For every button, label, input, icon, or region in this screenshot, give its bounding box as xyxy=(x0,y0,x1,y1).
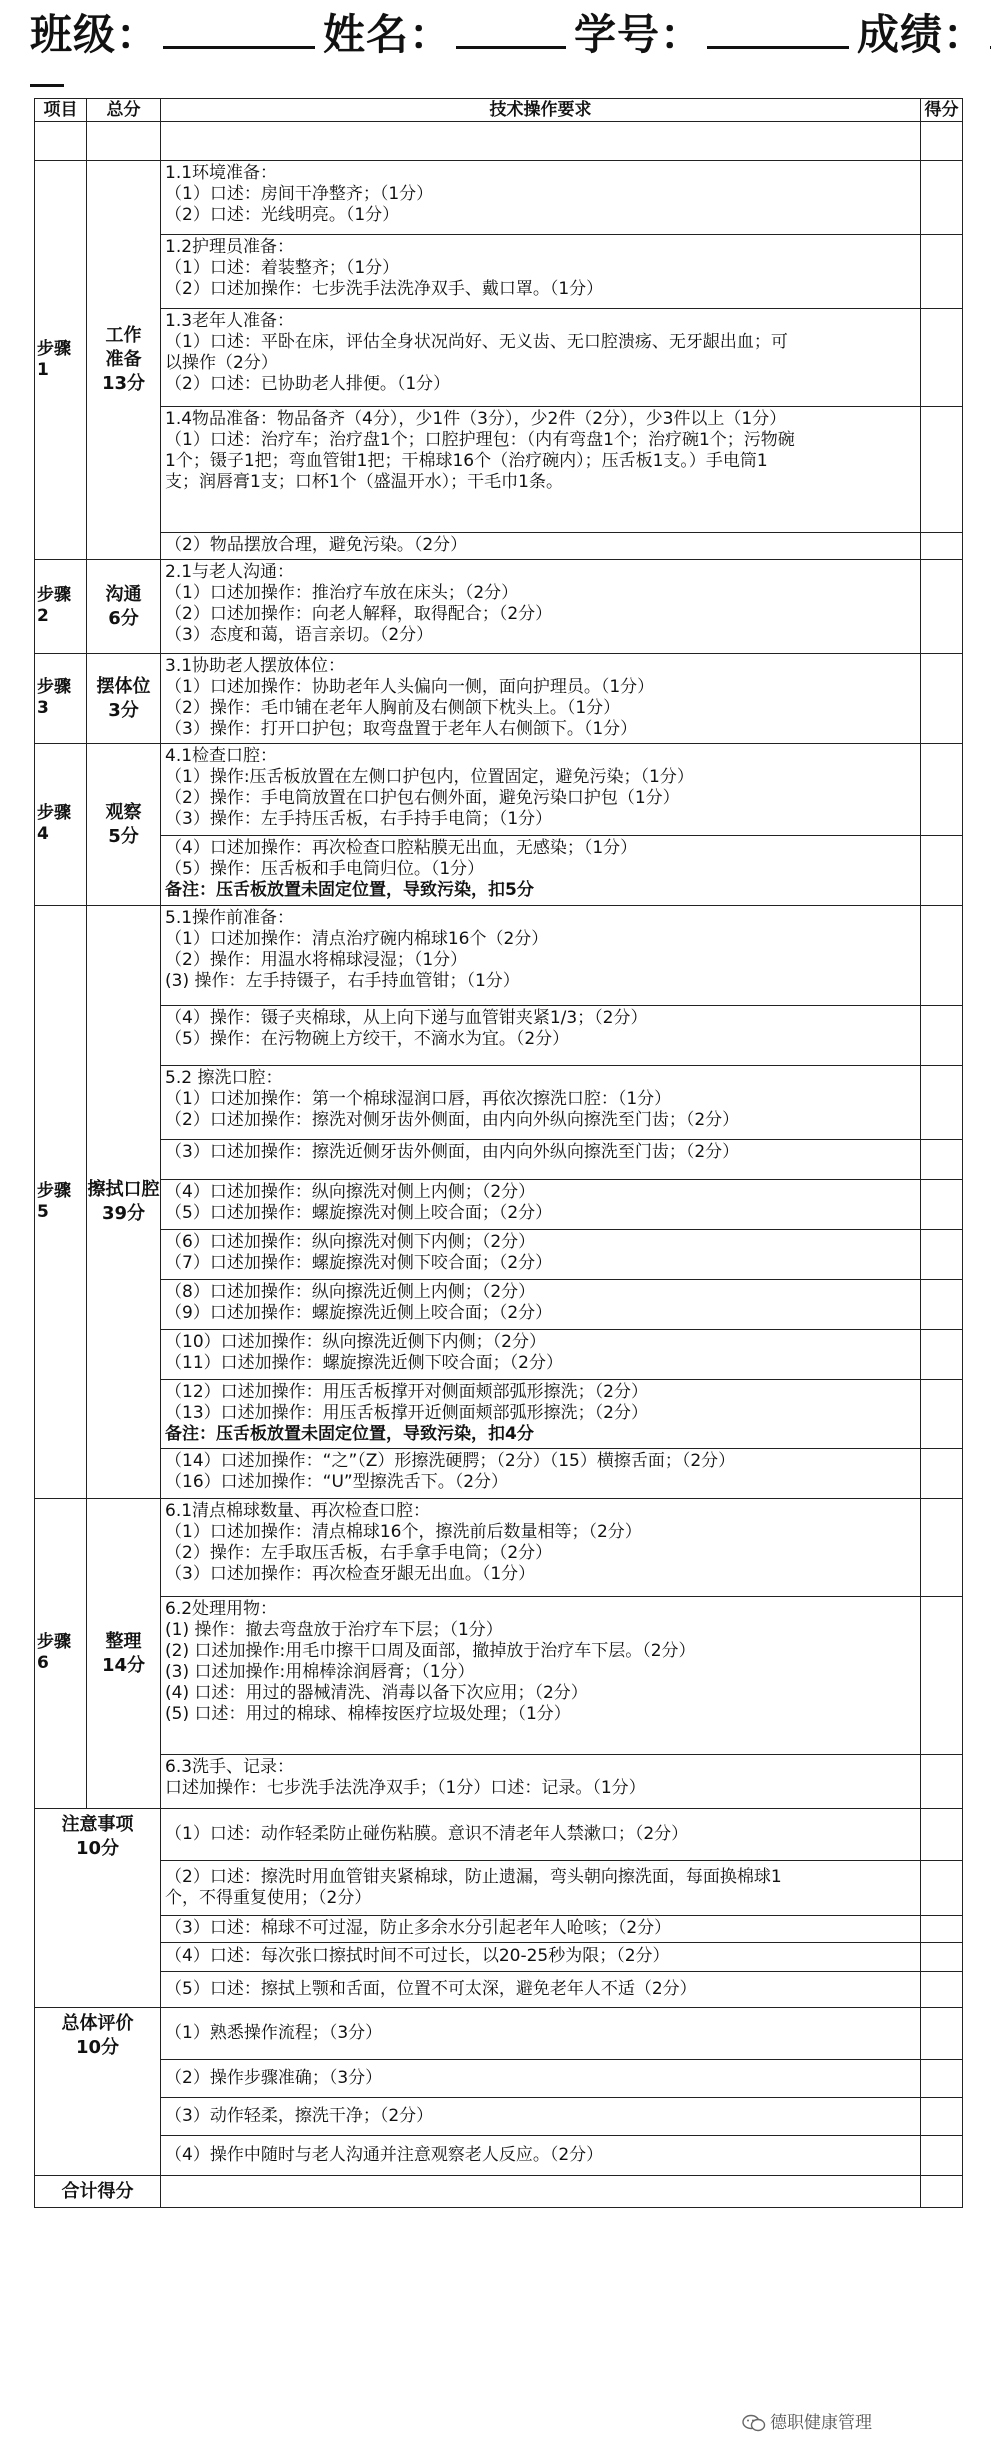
requirement-line: (3) 操作：左手持镊子，右手持血管钳；（1分） xyxy=(165,971,520,991)
table-row xyxy=(35,1755,963,1809)
requirement-line: 2.1与老人沟通： xyxy=(165,562,295,582)
label-line: 5分 xyxy=(108,825,139,847)
total-label: 合计得分 xyxy=(35,2176,161,2208)
requirement-line: 支；润唇膏1支；口杯1个（盛温开水）；干毛巾1条。 xyxy=(165,472,563,492)
requirement-line: （3）动作轻柔，擦洗干净；（2分） xyxy=(165,2105,434,2126)
requirement-line: （2）物品摆放合理，避免污染。（2分） xyxy=(165,535,468,555)
label-line: 摆体位 xyxy=(96,675,151,697)
label-line: 准备 xyxy=(105,349,142,370)
requirement-line: （2）操作：左手取压舌板，右手拿手电筒；（2分） xyxy=(165,1543,553,1563)
step-total xyxy=(87,161,161,560)
requirement-line: （2）口述加操作：擦洗对侧牙齿外侧面，由内向外纵向擦洗至门齿；（2分） xyxy=(165,1110,740,1130)
score-cell[interactable] xyxy=(921,533,963,560)
requirement-line: （14）口述加操作：“之”（Z）形擦洗硬腭；（2分）（15）横擦舌面；（2分） xyxy=(165,1451,736,1471)
requirement-line: 备注：压舌板放置未固定位置，导致污染，扣5分 xyxy=(165,880,534,900)
form-header xyxy=(0,0,991,98)
table-row xyxy=(35,161,963,235)
requirement-line: 1.2护理员准备： xyxy=(165,237,295,257)
table-row xyxy=(35,744,963,836)
requirement-line: (1) 操作：撤去弯盘放于治疗车下层；（1分） xyxy=(165,1620,503,1640)
label-line: 整理 xyxy=(105,1630,142,1652)
requirement-cell xyxy=(161,1943,921,1972)
score-cell[interactable] xyxy=(921,1330,963,1380)
requirement-line: （2）口述加操作：向老人解释，取得配合；（2分） xyxy=(165,604,553,624)
requirement-line: 备注：压舌板放置未固定位置，导致污染，扣4分 xyxy=(165,1424,534,1444)
table-row xyxy=(35,1180,963,1230)
requirement-cell xyxy=(161,2098,921,2136)
watermark-text: 德职健康管理 xyxy=(770,2413,872,2433)
step-label: 步骤3 xyxy=(35,654,87,744)
requirement-cell xyxy=(161,1449,921,1499)
table-row xyxy=(35,309,963,407)
requirement-line: （3）操作：左手持压舌板，右手持手电筒；（1分） xyxy=(165,809,553,829)
table-row xyxy=(35,2136,963,2176)
table-row xyxy=(35,1597,963,1755)
total-blank-cell xyxy=(161,2176,921,2208)
requirement-line: （12）口述加操作：用压舌板撑开对侧面颊部弧形擦洗；（2分） xyxy=(165,1382,648,1402)
table-row xyxy=(35,560,963,654)
table-row xyxy=(35,906,963,1006)
table-row xyxy=(35,1972,963,2008)
requirement-line: （3）口述加操作：再次检查牙龈无出血。（1分） xyxy=(165,1564,536,1584)
requirement-line: （4）操作：镊子夹棉球，从上向下递与血管钳夹紧1/3；（2分） xyxy=(165,1008,648,1028)
table-row xyxy=(35,1066,963,1140)
requirement-line: （3）口述加操作：擦洗近侧牙齿外侧面，由内向外纵向擦洗至门齿；（2分） xyxy=(165,1142,740,1162)
requirement-line: （2）操作：用温水将棉球浸湿；（1分） xyxy=(165,950,468,970)
table-row xyxy=(35,1809,963,1861)
score-cell[interactable] xyxy=(921,309,963,407)
table-row xyxy=(35,1140,963,1180)
score-cell[interactable] xyxy=(921,1809,963,1861)
score-cell[interactable] xyxy=(921,1499,963,1597)
wechat-icon xyxy=(742,2414,766,2432)
requirement-line: （10）口述加操作：纵向擦洗近侧下内侧；（2分） xyxy=(165,1332,546,1352)
requirement-line: （3）态度和蔼，语言亲切。（2分） xyxy=(165,625,434,645)
table-row xyxy=(35,407,963,533)
requirement-cell xyxy=(161,309,921,407)
requirement-cell xyxy=(161,1280,921,1330)
requirement-line: （5）口述：擦拭上颚和舌面，位置不可太深，避免老年人不适（2分） xyxy=(165,1978,697,1999)
step-total xyxy=(87,906,161,1499)
requirement-line: （3）操作：打开口护包；取弯盘置于老年人右侧颌下。（1分） xyxy=(165,719,638,739)
requirement-line: （2）操作：手电筒放置在口护包右侧外面，避免污染口护包（1分） xyxy=(165,788,680,808)
table-row xyxy=(35,1230,963,1280)
blank-cell xyxy=(35,122,87,161)
requirement-line: （13）口述加操作：用压舌板撑开近侧面颊部弧形擦洗；（2分） xyxy=(165,1403,648,1423)
requirement-line: （4）操作中随时与老人沟通并注意观察老人反应。（2分） xyxy=(165,2144,604,2165)
requirement-line: 5.2 擦洗口腔： xyxy=(165,1068,283,1088)
table-row xyxy=(35,2098,963,2136)
requirement-line: (3) 口述加操作:用棉棒涂润唇膏；（1分） xyxy=(165,1662,475,1682)
requirement-line: 6.3洗手、记录： xyxy=(165,1757,295,1777)
table-row xyxy=(35,1280,963,1330)
requirement-line: (5) 口述：用过的棉球、棉棒按医疗垃圾处理；（1分） xyxy=(165,1704,571,1724)
score-cell[interactable] xyxy=(921,1066,963,1140)
score-cell[interactable] xyxy=(921,1972,963,2008)
requirement-line: （1）口述加操作：推治疗车放在床头；（2分） xyxy=(165,583,519,603)
header-fields xyxy=(30,2,991,62)
table-row xyxy=(35,2008,963,2060)
requirement-cell xyxy=(161,407,921,533)
table-row xyxy=(35,1330,963,1380)
label-line: 工作 xyxy=(105,325,142,346)
requirement-line: （3）口述：棉球不可过湿，防止多余水分引起老年人呛咳；（2分） xyxy=(165,1918,672,1938)
table-header-row xyxy=(35,99,963,122)
requirement-line: (2) 口述加操作:用毛巾擦干口周及面部，撤掉放于治疗车下层。（2分） xyxy=(165,1641,696,1661)
table-row xyxy=(35,1380,963,1449)
requirement-line: （4）口述加操作：再次检查口腔粘膜无出血，无感染；（1分） xyxy=(165,838,638,858)
requirement-line: 1个；镊子1把；弯血管钳1把；干棉球16个（治疗碗内）；压舌板1支。）手电筒1 xyxy=(165,451,768,471)
score-cell[interactable] xyxy=(921,161,963,235)
requirement-line: （16）口述加操作：“U”型擦洗舌下。（2分） xyxy=(165,1472,509,1492)
requirement-line: （5）口述加操作：螺旋擦洗对侧上咬合面；（2分） xyxy=(165,1203,553,1223)
step-total xyxy=(87,654,161,744)
score-cell[interactable] xyxy=(921,2098,963,2136)
name-label: 姓名： xyxy=(323,10,453,59)
score-cell[interactable] xyxy=(921,2008,963,2060)
requirement-line: （1）操作:压舌板放置在左侧口护包内，位置固定，避免污染；（1分） xyxy=(165,767,694,787)
score-cell[interactable] xyxy=(921,1006,963,1066)
requirement-line: （5）操作：在污物碗上方绞干，不滴水为宜。（2分） xyxy=(165,1029,570,1049)
requirement-line: （2）口述加操作：七步洗手法洗净双手、戴口罩。（1分） xyxy=(165,279,604,299)
label-line: 3分 xyxy=(108,699,139,721)
requirement-cell xyxy=(161,1809,921,1861)
score-cell[interactable] xyxy=(921,1449,963,1499)
class-label: 班级： xyxy=(30,10,160,59)
requirement-line: （1）口述：着装整齐；（1分） xyxy=(165,258,400,278)
score-cell[interactable] xyxy=(921,1755,963,1809)
requirement-line: 4.1检查口腔： xyxy=(165,746,278,766)
score-cell[interactable] xyxy=(921,560,963,654)
requirement-cell xyxy=(161,1597,921,1755)
blank-cell xyxy=(161,122,921,161)
label-line: 注意事项 xyxy=(61,1814,134,1835)
requirement-line: （7）口述加操作：螺旋擦洗对侧下咬合面；（2分） xyxy=(165,1253,553,1273)
table-row xyxy=(35,533,963,560)
requirement-cell xyxy=(161,1916,921,1943)
step-label: 步骤4 xyxy=(35,744,87,906)
table-row xyxy=(35,235,963,309)
score-cell[interactable] xyxy=(921,906,963,1006)
col-score: 得分 xyxy=(921,99,963,122)
step-total xyxy=(87,1499,161,1809)
requirement-line: 1.3老年人准备： xyxy=(165,311,295,331)
requirement-cell xyxy=(161,1972,921,2008)
requirement-line: 以操作（2分） xyxy=(165,353,278,373)
label-line: 14分 xyxy=(101,1654,146,1676)
table-row xyxy=(35,2060,963,2098)
blank-row xyxy=(35,122,963,161)
requirement-line: （2）口述：光线明亮。（1分） xyxy=(165,205,400,225)
requirement-line: (4) 口述：用过的器械清洗、消毒以备下次应用；（2分） xyxy=(165,1683,588,1703)
requirement-cell xyxy=(161,906,921,1006)
score-cell[interactable] xyxy=(921,1380,963,1449)
watermark xyxy=(742,2408,872,2433)
score-cell[interactable] xyxy=(921,1280,963,1330)
step-label: 步骤1 xyxy=(35,161,87,560)
table-row xyxy=(35,1499,963,1597)
score-cell[interactable] xyxy=(921,1943,963,1972)
requirement-cell xyxy=(161,836,921,906)
step-label: 步骤6 xyxy=(35,1499,87,1809)
requirement-cell xyxy=(161,1140,921,1180)
requirement-line: （4）口述加操作：纵向擦洗对侧上内侧；（2分） xyxy=(165,1182,536,1202)
notes-label xyxy=(35,1809,161,2008)
requirement-line: 6.2处理用物： xyxy=(165,1599,278,1619)
requirement-line: （1）口述加操作：第一个棉球湿润口唇，再依次擦洗口腔：（1分） xyxy=(165,1089,672,1109)
label-line: 6分 xyxy=(108,607,139,629)
label-line: 总体评价 xyxy=(61,2013,134,2034)
requirement-cell xyxy=(161,654,921,744)
requirement-cell xyxy=(161,1861,921,1916)
requirement-cell xyxy=(161,161,921,235)
score-cell[interactable] xyxy=(921,1230,963,1280)
requirement-line: （2）口述：已协助老人排便。（1分） xyxy=(165,374,451,394)
table-row xyxy=(35,1449,963,1499)
requirement-line: （5）操作：压舌板和手电筒归位。（1分） xyxy=(165,859,485,879)
score-label: 成绩： xyxy=(857,10,987,59)
label-line: 沟通 xyxy=(105,583,142,605)
score-cell[interactable] xyxy=(921,1861,963,1916)
score-cell[interactable] xyxy=(921,654,963,744)
grading-table xyxy=(34,98,963,2208)
label-line: 39分 xyxy=(101,1203,146,1224)
requirement-line: （4）口述：每次张口擦拭时间不可过长，以20-25秒为限；（2分） xyxy=(165,1946,670,1966)
label-line: 观察 xyxy=(105,801,142,823)
requirement-cell xyxy=(161,744,921,836)
requirement-line: 1.1环境准备： xyxy=(165,163,278,183)
requirement-cell xyxy=(161,235,921,309)
requirement-cell xyxy=(161,533,921,560)
requirement-cell xyxy=(161,1499,921,1597)
total-row xyxy=(35,2176,963,2208)
id-field[interactable] xyxy=(707,12,849,49)
col-total: 总分 xyxy=(87,99,161,122)
total-score-cell[interactable] xyxy=(921,2176,963,2208)
id-label: 学号： xyxy=(574,10,704,59)
requirement-line: （2）操作步骤准确；（3分） xyxy=(165,2067,383,2088)
score-cell[interactable] xyxy=(921,1180,963,1230)
score-cell[interactable] xyxy=(921,1140,963,1180)
score-cell[interactable] xyxy=(921,235,963,309)
requirement-line: （2）操作：毛巾铺在老年人胸前及右侧颌下枕头上。（1分） xyxy=(165,698,621,718)
table-row xyxy=(35,1943,963,1972)
score-cell[interactable] xyxy=(921,2060,963,2098)
requirement-line: （1）口述加操作：清点治疗碗内棉球16个（2分） xyxy=(165,929,549,949)
table-row xyxy=(35,1861,963,1916)
blank-cell xyxy=(87,122,161,161)
blank-cell xyxy=(921,122,963,161)
requirement-line: （1）口述加操作：协助老年人头偏向一侧，面向护理员。（1分） xyxy=(165,677,655,697)
label-line: 13分 xyxy=(101,373,146,394)
requirement-cell xyxy=(161,1330,921,1380)
requirement-line: （1）口述：治疗车；治疗盘1个；口腔护理包：（内有弯盘1个；治疗碗1个；污物碗 xyxy=(165,430,795,450)
evaluation-label xyxy=(35,2008,161,2176)
table-row xyxy=(35,1006,963,1066)
col-requirements: 技术操作要求 xyxy=(161,99,921,122)
step-total xyxy=(87,560,161,654)
requirement-cell xyxy=(161,1006,921,1066)
header-dash xyxy=(30,84,64,87)
step-total xyxy=(87,744,161,906)
requirement-cell xyxy=(161,1755,921,1809)
score-cell[interactable] xyxy=(921,744,963,836)
score-cell[interactable] xyxy=(921,1597,963,1755)
requirement-line: （2）口述：擦洗时用血管钳夹紧棉球，防止遗漏，弯头朝向擦洗面，每面换棉球1 xyxy=(165,1866,782,1887)
requirement-line: 5.1操作前准备： xyxy=(165,908,295,928)
col-item: 项目 xyxy=(35,99,87,122)
requirement-line: （1）口述加操作：清点棉球16个，擦洗前后数量相等；（2分） xyxy=(165,1522,642,1542)
step-label: 步骤5 xyxy=(35,906,87,1499)
requirement-line: （9）口述加操作：螺旋擦洗近侧上咬合面；（2分） xyxy=(165,1303,553,1323)
requirement-line: 1.4物品准备：物品备齐（4分），少1件（3分），少2件（2分），少3件以上（1分） xyxy=(165,409,787,429)
requirement-cell xyxy=(161,1380,921,1449)
requirement-line: 6.1清点棉球数量、再次检查口腔： xyxy=(165,1501,431,1521)
label-line: 擦拭口腔 xyxy=(87,1179,160,1200)
table-row xyxy=(35,836,963,906)
score-cell[interactable] xyxy=(921,836,963,906)
requirement-line: 3.1协助老人摆放体位： xyxy=(165,656,346,676)
requirement-line: （1）口述：房间干净整齐；（1分） xyxy=(165,184,434,204)
requirement-line: 口述加操作：七步洗手法洗净双手；（1分）口述：记录。（1分） xyxy=(165,1778,646,1798)
requirement-cell xyxy=(161,2136,921,2176)
requirement-cell xyxy=(161,2060,921,2098)
requirement-cell xyxy=(161,1066,921,1140)
requirement-line: 个，不得重复使用；（2分） xyxy=(165,1887,372,1908)
requirement-line: （6）口述加操作：纵向擦洗对侧下内侧；（2分） xyxy=(165,1232,536,1252)
requirement-cell xyxy=(161,1230,921,1280)
requirement-cell xyxy=(161,1180,921,1230)
step-label: 步骤2 xyxy=(35,560,87,654)
score-cell[interactable] xyxy=(921,1916,963,1943)
score-cell[interactable] xyxy=(921,2136,963,2176)
requirement-line: （11）口述加操作：螺旋擦洗近侧下咬合面；（2分） xyxy=(165,1353,563,1373)
name-field[interactable] xyxy=(456,12,566,49)
requirement-line: （1）熟悉操作流程；（3分） xyxy=(165,2022,383,2043)
requirement-line: （1）口述：平卧在床，评估全身状况尚好、无义齿、无口腔溃疡、无牙龈出血；可 xyxy=(165,332,788,352)
label-line: 10分 xyxy=(75,1838,120,1859)
table-row xyxy=(35,1916,963,1943)
requirement-line: （8）口述加操作：纵向擦洗近侧上内侧；（2分） xyxy=(165,1282,536,1302)
requirement-line: （1）口述：动作轻柔防止碰伤粘膜。意识不清老年人禁漱口；（2分） xyxy=(165,1823,689,1844)
table-row xyxy=(35,654,963,744)
class-field[interactable] xyxy=(163,12,315,49)
label-line: 10分 xyxy=(75,2037,120,2058)
requirement-cell xyxy=(161,560,921,654)
score-cell[interactable] xyxy=(921,407,963,533)
requirement-cell xyxy=(161,2008,921,2060)
